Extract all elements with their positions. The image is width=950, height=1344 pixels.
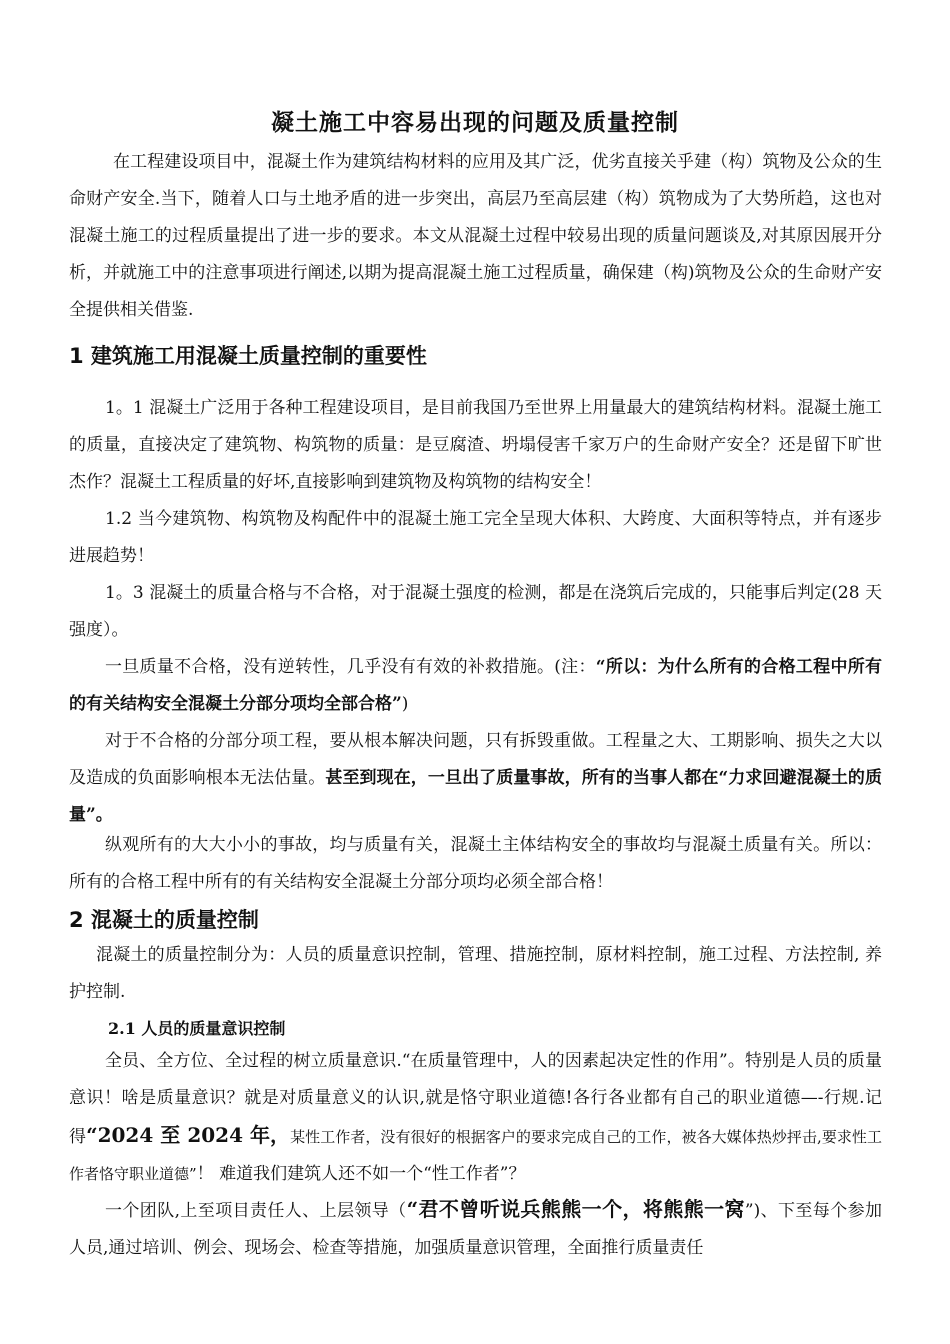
subsection-2-1-heading: 2.1 人员的质量意识控制 xyxy=(108,1019,286,1038)
subsection-2-1-paragraph-2 xyxy=(69,1191,882,1267)
section2-paragraph-1: 混凝土的质量控制分为：人员的质量意识控制，管理、措施控制，原材料控制，施工过程、方法控制, 养护控制. xyxy=(69,945,882,1002)
section2-heading: 2 混凝土的质量控制 xyxy=(69,908,259,932)
p4-text: 一旦质量不合格，没有逆转性，几乎没有有效的补救措施。(注： xyxy=(105,657,596,677)
p21-big-quote: “2024 至 2024 年， xyxy=(86,1123,291,1147)
subsection-2-1-paragraph-1 xyxy=(69,1043,882,1193)
p22-text-end: ”)、下至每个参加人员,通过培训、例会、现场会、检查等措施，加强质量意识管理，全面推行质量责任 xyxy=(69,1201,883,1258)
section1-paragraph-6: 纵观所有的大大小小的事故，均与质量有关，混凝土主体结构安全的事故均与混凝土质量有关。所以：所有的合格工程中所有的有关结构安全混凝土分部分项均必须全部合格！ xyxy=(69,835,882,892)
document-title: 凝土施工中容易出现的问题及质量控制 xyxy=(271,109,679,136)
p21-text: 全员、全方位、全过程的树立质量意识.“在质量管理中，人的因素起决定性的作用”。特别是人员的质量意识！啥是质量意识？就是对质量意义的认识,就是恪守职业道德!各行各业都有自己的职业道德—-行规.记得 xyxy=(69,1051,882,1147)
section1-paragraph-5 xyxy=(69,723,882,834)
p4-end: ) xyxy=(401,694,409,714)
section1-heading: 1 建筑施工用混凝土质量控制的重要性 xyxy=(69,344,427,368)
p5-text: 对于不合格的分部分项工程，要从根本解决问题，只有拆毁重做。工程量之大、工期影响、损失之大以及造成的负面影响根本无法估量。 xyxy=(69,731,882,788)
intro-paragraph: 在工程建设项目中，混凝土作为建筑结构材料的应用及其广泛，优劣直接关乎建（构）筑物及公众的生命财产安全.当下，随着人口与土地矛盾的进一步突出，高层乃至高层建（构）筑物成为了大势所趋，这也对混凝土施工的过程质量提出了进一步的要求。本文从混凝土过程中较易出现的质量问题谈及,对其原因展开分析，并就施工中的注意事项进行阐述,以期为提高混凝土施工过程质量，确保建（构)筑物及公众的生命财产安全提供相关借鉴. xyxy=(69,152,882,320)
p21-small-text: 某性工作者，没有很好的根据客户的要求完成自己的工作，被各大媒体热炒抨击,要求性工作者恪守职业道德” xyxy=(69,1128,882,1183)
p22-text: 一个团队,上至项目责任人、上层领导（ xyxy=(105,1201,407,1221)
section1-paragraph-4 xyxy=(69,649,882,723)
p21-end: ！ 难道我们建筑人还不如一个“性工作者”？ xyxy=(196,1164,526,1184)
section1-paragraph-3: 1。3 混凝土的质量合格与不合格，对于混凝土强度的检测，都是在浇筑后完成的，只能事后判定(28 天强度）。 xyxy=(69,583,882,640)
p22-big-quote: “君不曾听说兵熊熊一个，将熊熊一窝 xyxy=(406,1197,745,1221)
p4-bold-quote: “所以：为什么所有的合格工程中所有的有关结构安全混凝土分部分项均全部合格” xyxy=(69,657,882,714)
p5-bold-text: 甚至到现在，一旦出了质量事故，所有的当事人都在“力求回避混凝土的质量”。 xyxy=(69,768,883,825)
section1-paragraph-2: 1.2 当今建筑物、构筑物及构配件中的混凝土施工完全呈现大体积、大跨度、大面积等特点，并有逐步进展趋势！ xyxy=(69,509,882,566)
section1-paragraph-1: 1。1 混凝土广泛用于各种工程建设项目，是目前我国乃至世界上用量最大的建筑结构材料。混凝土施工的质量，直接决定了建筑物、构筑物的质量：是豆腐渣、坍塌侵害千家万户的生命财产安全？还是留下旷世杰作？混凝土工程质量的好坏,直接影响到建筑物及构筑物的结构安全！ xyxy=(69,398,882,492)
